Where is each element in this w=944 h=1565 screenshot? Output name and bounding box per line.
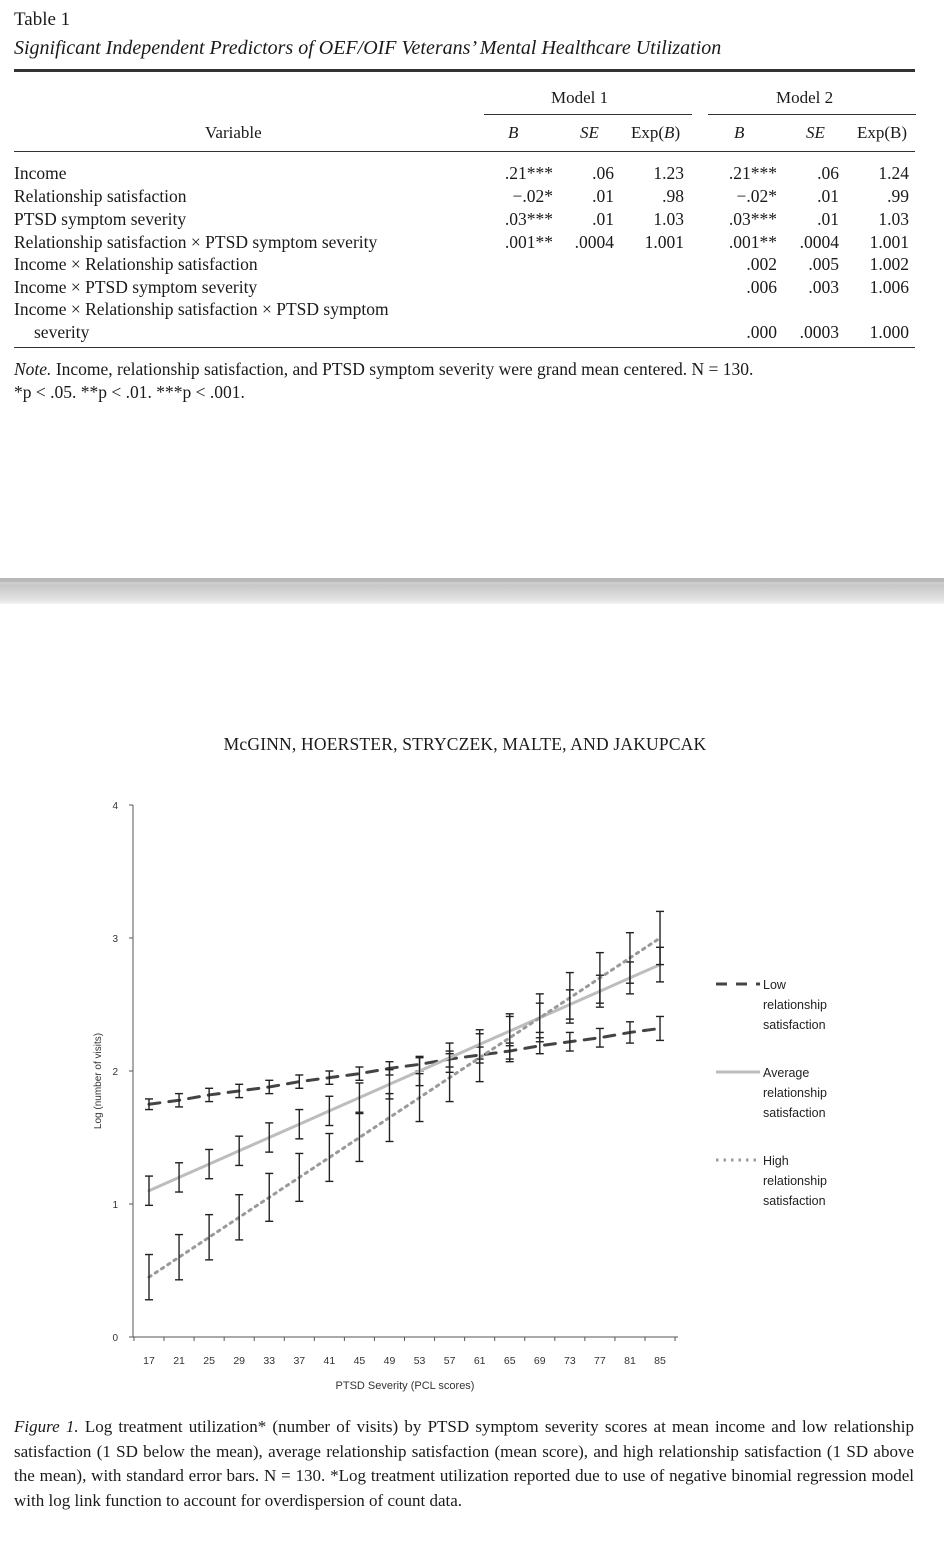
col-m2-exp: Exp(B) bbox=[857, 123, 908, 142]
col-m1-se: SE bbox=[580, 123, 599, 142]
legend-average-line3: satisfaction bbox=[763, 1106, 826, 1120]
row-2-m1-se: .01 bbox=[592, 209, 614, 229]
significance-note: *p < .05. **p < .01. ***p < .001. bbox=[14, 382, 245, 402]
row-1-m2-b: −.02* bbox=[736, 186, 777, 206]
x-tick-label-49: 49 bbox=[383, 1355, 396, 1367]
table-top-rule bbox=[14, 69, 915, 72]
row-4-m2-b: .002 bbox=[746, 254, 777, 274]
x-tick-label-17: 17 bbox=[143, 1355, 155, 1367]
y-tick-label-4: 4 bbox=[112, 801, 118, 812]
row-1-m2-se: .01 bbox=[817, 186, 839, 206]
row-2-variable: PTSD symptom severity bbox=[14, 209, 187, 229]
row-3-variable: Relationship satisfaction × PTSD symptom severity bbox=[14, 232, 378, 252]
x-tick-label-85: 85 bbox=[654, 1355, 666, 1367]
legend-high-line2: relationship bbox=[763, 1174, 827, 1188]
note-label: Note. bbox=[14, 359, 52, 379]
x-tick-label-73: 73 bbox=[563, 1355, 576, 1367]
row-3-m2-se: .0004 bbox=[799, 232, 839, 252]
row-3-m2-exp: 1.001 bbox=[869, 232, 909, 252]
x-tick-label-53: 53 bbox=[413, 1355, 426, 1367]
y-axis-title: Log (number of visits) bbox=[93, 1032, 104, 1130]
row-3-m1-b: .001** bbox=[504, 232, 553, 252]
row-1-m1-b: −.02* bbox=[512, 186, 553, 206]
x-tick-label-81: 81 bbox=[624, 1355, 636, 1367]
x-tick-label-41: 41 bbox=[323, 1355, 336, 1367]
legend-low bbox=[763, 975, 827, 1035]
row-2-m2-exp: 1.03 bbox=[878, 209, 909, 229]
row-6-m2-b: .000 bbox=[746, 322, 777, 342]
row-5-m2-b: .006 bbox=[746, 277, 777, 297]
row-5-m2-se: .003 bbox=[808, 277, 839, 297]
col-m1-b: B bbox=[508, 123, 519, 142]
running-head: McGINN, HOERSTER, STRYCZEK, MALTE, AND JAKUPCAK bbox=[223, 734, 707, 754]
row-0-variable: Income bbox=[14, 163, 67, 183]
row-5-variable: Income × PTSD symptom severity bbox=[14, 277, 258, 297]
row-5-m2-exp: 1.006 bbox=[869, 277, 909, 297]
legend-low-line1: Low bbox=[763, 978, 786, 992]
row-3-m2-b: .001** bbox=[728, 232, 777, 252]
y-tick-label-2: 2 bbox=[112, 1067, 118, 1078]
row-6-variable-cont: severity bbox=[34, 322, 90, 342]
legend-average-line2: relationship bbox=[763, 1086, 827, 1100]
row-1-m1-se: .01 bbox=[592, 186, 614, 206]
model2-header: Model 2 bbox=[776, 88, 834, 107]
x-tick-label-61: 61 bbox=[473, 1355, 486, 1367]
table-header-rule bbox=[14, 151, 915, 152]
row-0-m2-b: .21*** bbox=[728, 163, 777, 183]
col-m2-se: SE bbox=[806, 123, 825, 142]
row-2-m2-b: .03*** bbox=[728, 209, 777, 229]
col-m1-exp: Exp(B) bbox=[631, 123, 681, 142]
table-title: Significant Independent Predictors of OEF/OIF Veterans’ Mental Healthcare Utilization bbox=[14, 37, 722, 59]
legend-low-line3: satisfaction bbox=[763, 1018, 826, 1032]
series-average-line bbox=[149, 965, 660, 1191]
row-1-m1-exp: .98 bbox=[662, 186, 684, 206]
x-tick-label-29: 29 bbox=[233, 1355, 246, 1367]
page-separator-edge bbox=[0, 578, 944, 582]
row-2-m1-b: .03*** bbox=[504, 209, 553, 229]
legend-high-line3: satisfaction bbox=[763, 1194, 826, 1208]
x-tick-label-21: 21 bbox=[173, 1355, 185, 1367]
row-6-m2-se: .0003 bbox=[799, 322, 839, 342]
table-label: Table 1 bbox=[14, 9, 71, 30]
x-tick-label-25: 25 bbox=[203, 1355, 215, 1367]
series-low-line bbox=[149, 1028, 660, 1104]
row-0-m2-se: .06 bbox=[817, 163, 839, 183]
legend-high-line1: High bbox=[763, 1154, 789, 1168]
row-1-m2-exp: .99 bbox=[887, 186, 909, 206]
legend-low-line2: relationship bbox=[763, 998, 827, 1012]
x-tick-label-69: 69 bbox=[533, 1355, 546, 1367]
x-tick-label-65: 65 bbox=[503, 1355, 516, 1367]
legend-average bbox=[763, 1063, 827, 1123]
row-6-variable: Income × Relationship satisfaction × PTSD symptom bbox=[14, 299, 389, 319]
series-high-line bbox=[149, 938, 660, 1277]
col-m2-b: B bbox=[734, 123, 745, 142]
figure-label: Figure 1. bbox=[14, 1417, 79, 1436]
model2-spanner-rule bbox=[708, 114, 916, 115]
table-bottom-rule bbox=[14, 347, 915, 348]
x-tick-label-33: 33 bbox=[263, 1355, 276, 1367]
row-6-m2-exp: 1.000 bbox=[869, 322, 909, 342]
x-tick-label-77: 77 bbox=[594, 1355, 606, 1367]
note-n: N = 130. bbox=[691, 359, 754, 379]
note-text: Income, relationship satisfaction, and PTSD symptom severity were grand mean centered. bbox=[55, 359, 688, 379]
model1-header: Model 1 bbox=[551, 88, 609, 107]
row-0-m2-exp: 1.24 bbox=[878, 163, 909, 183]
y-tick-label-0: 0 bbox=[112, 1333, 118, 1344]
x-tick-label-57: 57 bbox=[443, 1355, 456, 1367]
table-note bbox=[14, 359, 753, 380]
y-tick-label-1: 1 bbox=[112, 1200, 118, 1211]
row-4-m2-exp: 1.002 bbox=[869, 254, 909, 274]
row-3-m1-exp: 1.001 bbox=[644, 232, 684, 252]
x-tick-label-45: 45 bbox=[353, 1355, 366, 1367]
row-1-variable: Relationship satisfaction bbox=[14, 186, 187, 206]
figure-caption-text: Log treatment utilization* (number of visits) by PTSD symptom severity scores at mean income and low relationship satisfaction (1 SD below the mean), average relationship satisfaction (mean score), and high relationship satisfaction (1 SD above the mean), with standard error bars. N = 130. *Log treatment utilization reported due to use of negative binomial regression model with log link function to account for overdispersion of count data. bbox=[14, 1417, 915, 1510]
y-tick-label-3: 3 bbox=[112, 934, 118, 945]
row-2-m1-exp: 1.03 bbox=[653, 209, 684, 229]
figure-caption bbox=[14, 1415, 914, 1513]
col-m1-exp-b: B bbox=[664, 123, 675, 142]
row-0-m1-se: .06 bbox=[592, 163, 614, 183]
col-variable: Variable bbox=[205, 123, 262, 142]
legend-high bbox=[763, 1151, 827, 1211]
row-0-m1-exp: 1.23 bbox=[653, 163, 684, 183]
row-4-variable: Income × Relationship satisfaction bbox=[14, 254, 258, 274]
x-axis-title: PTSD Severity (PCL scores) bbox=[335, 1380, 475, 1392]
legend-average-line1: Average bbox=[763, 1066, 810, 1080]
row-3-m1-se: .0004 bbox=[574, 232, 614, 252]
row-4-m2-se: .005 bbox=[808, 254, 839, 274]
table-page bbox=[0, 0, 944, 578]
x-tick-label-37: 37 bbox=[293, 1355, 306, 1367]
model1-spanner-rule bbox=[484, 114, 692, 115]
row-2-m2-se: .01 bbox=[817, 209, 839, 229]
row-0-m1-b: .21*** bbox=[504, 163, 553, 183]
